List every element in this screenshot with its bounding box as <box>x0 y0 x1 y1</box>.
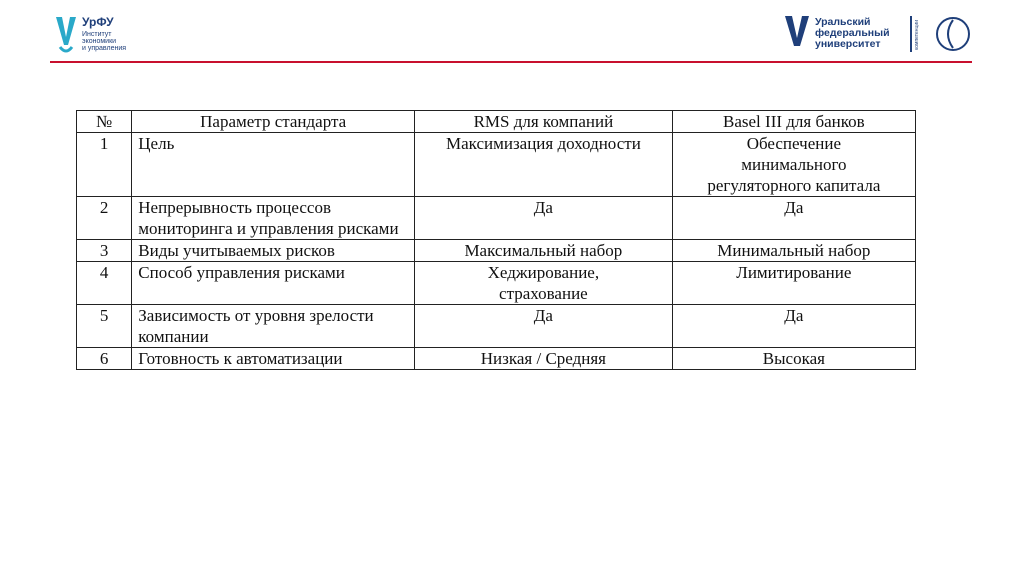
university-emblem-icon <box>783 14 811 54</box>
university-name-line: университет <box>815 38 881 50</box>
row-number: 6 <box>77 348 132 370</box>
row-parameter: Готовность к автоматизации <box>132 348 415 370</box>
university-name-line: федеральный <box>815 27 890 39</box>
urfu-university-logo <box>783 14 983 58</box>
row-rms-value: Да <box>415 305 673 348</box>
logo-subtitle-line: Институт <box>82 31 112 38</box>
ring-emblem-icon <box>933 14 973 54</box>
logo-subtitle-line: экономики <box>82 38 117 45</box>
table-row <box>77 197 916 240</box>
column-header-rms: RMS для компаний <box>415 111 673 133</box>
row-parameter: Виды учитываемых рисков <box>132 240 415 262</box>
table-header-row <box>77 111 916 133</box>
row-rms-value: Да <box>415 197 673 240</box>
header-accent-line <box>50 61 972 63</box>
urfu-emblem-icon <box>54 15 78 55</box>
table-row <box>77 305 916 348</box>
urfu-institute-logo <box>54 15 164 59</box>
row-basel-value: Высокая <box>672 348 915 370</box>
table-row <box>77 240 916 262</box>
row-rms-value: Максимизация доходности <box>415 133 673 197</box>
row-basel-value: Да <box>672 197 915 240</box>
table-row <box>77 348 916 370</box>
logo-divider <box>910 16 912 52</box>
row-rms-value: Максимальный набор <box>415 240 673 262</box>
row-number: 1 <box>77 133 132 197</box>
row-number: 2 <box>77 197 132 240</box>
column-header-basel: Basel III для банков <box>672 111 915 133</box>
row-basel-value: Минимальный набор <box>672 240 915 262</box>
column-header-number: № <box>77 111 132 133</box>
row-basel-value: Лимитирование <box>672 262 915 305</box>
row-parameter: Цель <box>132 133 415 197</box>
column-header-parameter: Параметр стандарта <box>132 111 415 133</box>
row-rms-value: Низкая / Средняя <box>415 348 673 370</box>
university-name <box>815 17 890 50</box>
logo-brand-text: УрФУ <box>82 15 114 29</box>
ring-caption: компетенции <box>914 20 920 51</box>
logo-subtitle-line: и управления <box>82 45 127 52</box>
standards-comparison-table <box>76 110 916 370</box>
table-row <box>77 262 916 305</box>
row-parameter: Зависимость от уровня зрелости компании <box>132 305 415 348</box>
row-parameter: Непрерывность процессов мониторинга и управления рисками <box>132 197 415 240</box>
logo-subtitle <box>82 31 126 52</box>
row-number: 3 <box>77 240 132 262</box>
row-basel-value: Да <box>672 305 915 348</box>
row-rms-value: Хеджирование, страхование <box>415 262 673 305</box>
table-row <box>77 133 916 197</box>
university-name-line: Уральский <box>815 16 871 28</box>
row-number: 5 <box>77 305 132 348</box>
row-basel-value: Обеспечение минимального регуляторного капитала <box>672 133 915 197</box>
row-parameter: Способ управления рисками <box>132 262 415 305</box>
row-number: 4 <box>77 262 132 305</box>
